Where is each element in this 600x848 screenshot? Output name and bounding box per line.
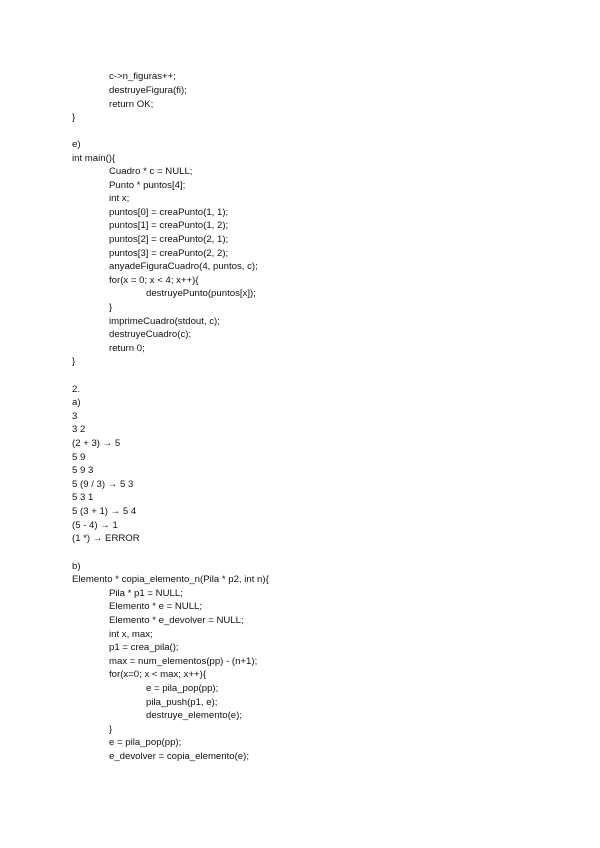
text-line: imprimeCuadro(stdout, c); [109, 316, 220, 327]
text-line: } [72, 112, 76, 123]
text-line: for(x=0; x < max; x++){ [109, 669, 207, 680]
text-line: e = pila_pop(pp); [146, 683, 219, 694]
text-line: max = num_elementos(pp) - (n+1); [109, 656, 258, 667]
text-line: destruyeCuadro(c); [109, 329, 192, 340]
text-line: Punto * puntos[4]; [109, 180, 186, 191]
text-line: pila_push(p1, e); [146, 697, 218, 708]
text-line: c->n_figuras++; [109, 71, 176, 82]
text-line: Pila * p1 = NULL; [109, 588, 183, 599]
text-line: } [109, 724, 113, 735]
text-line: return OK; [109, 99, 154, 110]
text-line: 5 (3 + 1) → 5 4 [72, 506, 137, 517]
text-line: puntos[3] = creaPunto(2, 2); [109, 248, 229, 259]
text-line: for(x = 0; x < 4; x++){ [109, 275, 199, 286]
text-line: Elemento * copia_elemento_n(Pila * p2, int n){ [72, 574, 269, 585]
section-label: a) [72, 397, 81, 408]
text-line: destruyePunto(puntos[x]); [146, 288, 256, 299]
text-line: destruye_elemento(e); [146, 710, 242, 721]
section-label: b) [72, 561, 81, 572]
text-line: Elemento * e = NULL; [109, 601, 203, 612]
text-line: 5 3 1 [72, 492, 94, 503]
section-label: e) [72, 139, 81, 150]
text-line: Cuadro * c = NULL; [109, 166, 193, 177]
section-label: 2. [72, 384, 81, 395]
text-line: puntos[1] = creaPunto(1, 2); [109, 220, 229, 231]
text-line: } [72, 356, 76, 367]
text-line: Elemento * e_devolver = NULL; [109, 615, 244, 626]
text-line: puntos[2] = creaPunto(2, 1); [109, 234, 229, 245]
text-line: (1 *) → ERROR [72, 533, 140, 544]
text-line: 3 2 [72, 424, 86, 435]
text-line: e = pila_pop(pp); [109, 737, 182, 748]
text-line: return 0; [109, 343, 145, 354]
text-line: int x, max; [109, 629, 153, 640]
text-line: destruyeFigura(fi); [109, 85, 187, 96]
text-line: } [109, 302, 113, 313]
text-line: p1 = crea_pila(); [109, 642, 179, 653]
text-line: int main(){ [72, 153, 116, 164]
text-line: e_devolver = copia_elemento(e); [109, 751, 249, 762]
text-line: 3 [72, 411, 78, 422]
text-line: 5 9 3 [72, 465, 94, 476]
text-line: (2 + 3) → 5 [72, 438, 121, 449]
text-line: int x; [109, 193, 130, 204]
text-line: 5 (9 / 3) → 5 3 [72, 479, 134, 490]
text-line: (5 - 4) → 1 [72, 520, 118, 531]
text-line: anyadeFiguraCuadro(4, puntos, c); [109, 261, 258, 272]
text-line: 5 9 [72, 452, 86, 463]
text-line: puntos[0] = creaPunto(1, 1); [109, 207, 229, 218]
